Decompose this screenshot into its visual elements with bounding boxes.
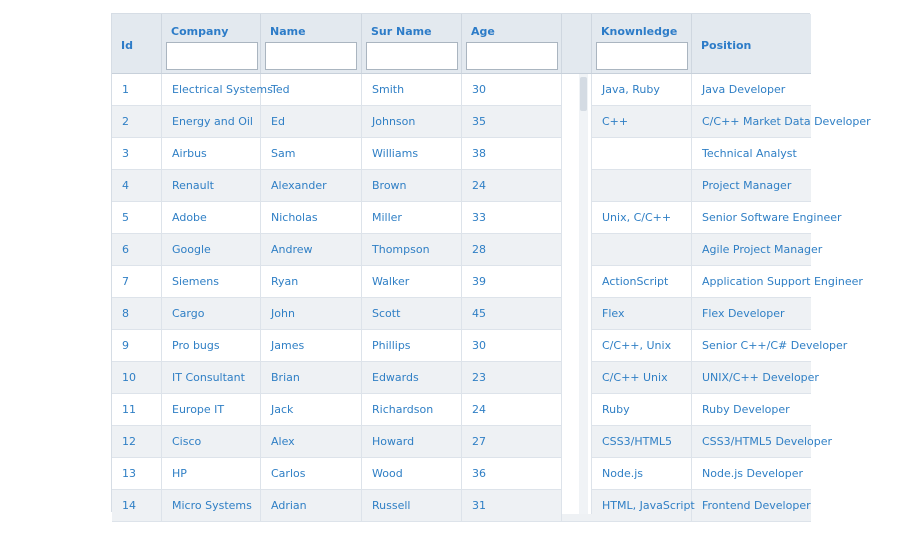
cell-company: Pro bugs (162, 330, 261, 361)
cell-name: James (261, 330, 362, 361)
cell-surname: Smith (362, 74, 462, 105)
cell-company: IT Consultant (162, 362, 261, 393)
cell-name: Ed (261, 106, 362, 137)
cell-company: Renault (162, 170, 261, 201)
cell-position: Flex Developer (702, 307, 785, 320)
cell-position: Java Developer (702, 83, 786, 96)
header-age[interactable] (462, 14, 562, 73)
cell-surname: Miller (362, 202, 462, 233)
cell-position: CSS3/HTML5 Developer (702, 435, 833, 448)
table-row[interactable] (112, 202, 842, 234)
cell-id: 7 (112, 266, 162, 297)
cell-company: Energy and Oil (162, 106, 261, 137)
cell-age: 28 (462, 234, 562, 265)
cell-position: Ruby Developer (702, 403, 790, 416)
cell-knowledge (592, 138, 692, 169)
cell-surname: Thompson (362, 234, 462, 265)
cell-company: Google (162, 234, 261, 265)
cell-id: 6 (112, 234, 162, 265)
cell-name: Ryan (261, 266, 362, 297)
vertical-scrollbar[interactable] (579, 74, 588, 514)
filter-surname-input[interactable] (366, 42, 458, 70)
cell-surname: Walker (362, 266, 462, 297)
cell-surname: Wood (362, 458, 462, 489)
cell-company: Cargo (162, 298, 261, 329)
cell-company: Micro Systems (162, 490, 261, 521)
cell-knowledge: Flex (592, 298, 692, 329)
cell-name: Nicholas (261, 202, 362, 233)
cell-knowledge: C/C++ Unix (592, 362, 692, 393)
cell-company: Airbus (162, 138, 261, 169)
cell-knowledge (592, 170, 692, 201)
cell-id: 12 (112, 426, 162, 457)
cell-id: 10 (112, 362, 162, 393)
table-row[interactable] (112, 170, 811, 202)
cell-age: 23 (462, 362, 562, 393)
cell-age: 24 (462, 394, 562, 425)
header-position-label: Position (701, 39, 752, 52)
cell-name: Sam (261, 138, 362, 169)
table-row[interactable] (112, 298, 811, 330)
cell-position: Technical Analyst (702, 147, 797, 160)
cell-id: 8 (112, 298, 162, 329)
cell-surname: Johnson (362, 106, 462, 137)
cell-name: Andrew (261, 234, 362, 265)
cell-surname: Scott (362, 298, 462, 329)
cell-knowledge: Node.js (592, 458, 692, 489)
header-age-label: Age (471, 25, 495, 38)
cell-position: Project Manager (702, 179, 792, 192)
header-position[interactable] (692, 14, 811, 73)
header-knowledge-label: Knownledge (601, 25, 678, 38)
table-row[interactable] (112, 458, 811, 490)
data-grid (111, 13, 871, 512)
header-company-label: Company (171, 25, 229, 38)
table-row[interactable] (112, 74, 811, 106)
cell-knowledge: CSS3/HTML5 (592, 426, 692, 457)
cell-age: 45 (462, 298, 562, 329)
cell-surname: Edwards (362, 362, 462, 393)
header-company[interactable] (162, 14, 261, 73)
cell-id: 9 (112, 330, 162, 361)
grid-header (112, 14, 811, 74)
cell-position: Node.js Developer (702, 467, 804, 480)
cell-name: Adrian (261, 490, 362, 521)
cell-company: Adobe (162, 202, 261, 233)
cell-surname: Brown (362, 170, 462, 201)
cell-position: UNIX/C++ Developer (702, 371, 819, 384)
table-row[interactable] (112, 490, 811, 522)
cell-age: 31 (462, 490, 562, 521)
cell-name: Jack (261, 394, 362, 425)
cell-name: Ted (261, 74, 362, 105)
cell-name: Brian (261, 362, 362, 393)
cell-surname: Richardson (362, 394, 462, 425)
header-id-label: Id (121, 39, 133, 52)
cell-position: Agile Project Manager (702, 243, 823, 256)
cell-company: HP (162, 458, 261, 489)
cell-id: 1 (112, 74, 162, 105)
cell-position: Senior C++/C# Developer (702, 339, 848, 352)
cell-age: 35 (462, 106, 562, 137)
cell-age: 30 (462, 74, 562, 105)
table-row[interactable] (112, 106, 871, 138)
header-name-label: Name (270, 25, 306, 38)
cell-age: 30 (462, 330, 562, 361)
scrollbar-thumb[interactable] (580, 77, 587, 111)
cell-age: 38 (462, 138, 562, 169)
table-row[interactable] (112, 234, 823, 266)
header-id[interactable] (112, 14, 162, 73)
cell-name: Alexander (261, 170, 362, 201)
header-surname-label: Sur Name (371, 25, 432, 38)
cell-knowledge: Unix, C/C++ (592, 202, 692, 233)
cell-age: 39 (462, 266, 562, 297)
cell-id: 2 (112, 106, 162, 137)
cell-knowledge: C++ (592, 106, 692, 137)
table-row[interactable] (112, 362, 819, 394)
table-row[interactable] (112, 138, 811, 170)
cell-position: C/C++ Market Data Developer (702, 115, 871, 128)
filter-name-input[interactable] (265, 42, 357, 70)
cell-id: 3 (112, 138, 162, 169)
cell-knowledge: ActionScript (592, 266, 692, 297)
cell-knowledge: Java, Ruby (592, 74, 692, 105)
cell-company: Europe IT (162, 394, 261, 425)
cell-position: Frontend Developer (702, 499, 811, 512)
header-knowledge[interactable] (592, 14, 692, 73)
filter-knowledge-input[interactable] (596, 42, 688, 70)
cell-id: 11 (112, 394, 162, 425)
cell-id: 14 (112, 490, 162, 521)
cell-position: Senior Software Engineer (702, 211, 842, 224)
cell-age: 27 (462, 426, 562, 457)
table-row[interactable] (112, 266, 863, 298)
cell-surname: Russell (362, 490, 462, 521)
table-row[interactable] (112, 330, 848, 362)
cell-company: Siemens (162, 266, 261, 297)
cell-knowledge: C/C++, Unix (592, 330, 692, 361)
cell-knowledge (592, 234, 692, 265)
cell-age: 24 (462, 170, 562, 201)
filter-company-input[interactable] (166, 42, 258, 70)
cell-age: 36 (462, 458, 562, 489)
cell-age: 33 (462, 202, 562, 233)
cell-company: Cisco (162, 426, 261, 457)
cell-company: Electrical Systems (162, 74, 261, 105)
cell-position: Application Support Engineer (702, 275, 863, 288)
cell-id: 13 (112, 458, 162, 489)
cell-knowledge: Ruby (592, 394, 692, 425)
table-row[interactable] (112, 394, 811, 426)
header-surname[interactable] (362, 14, 462, 73)
cell-name: Alex (261, 426, 362, 457)
filter-age-input[interactable] (466, 42, 558, 70)
cell-id: 4 (112, 170, 162, 201)
cell-surname: Howard (362, 426, 462, 457)
cell-name: John (261, 298, 362, 329)
header-spacer (562, 14, 592, 73)
cell-knowledge: HTML, JavaScript (592, 490, 692, 521)
cell-surname: Phillips (362, 330, 462, 361)
cell-surname: Williams (362, 138, 462, 169)
header-name[interactable] (261, 14, 362, 73)
table-row[interactable] (112, 426, 833, 458)
cell-id: 5 (112, 202, 162, 233)
cell-name: Carlos (261, 458, 362, 489)
